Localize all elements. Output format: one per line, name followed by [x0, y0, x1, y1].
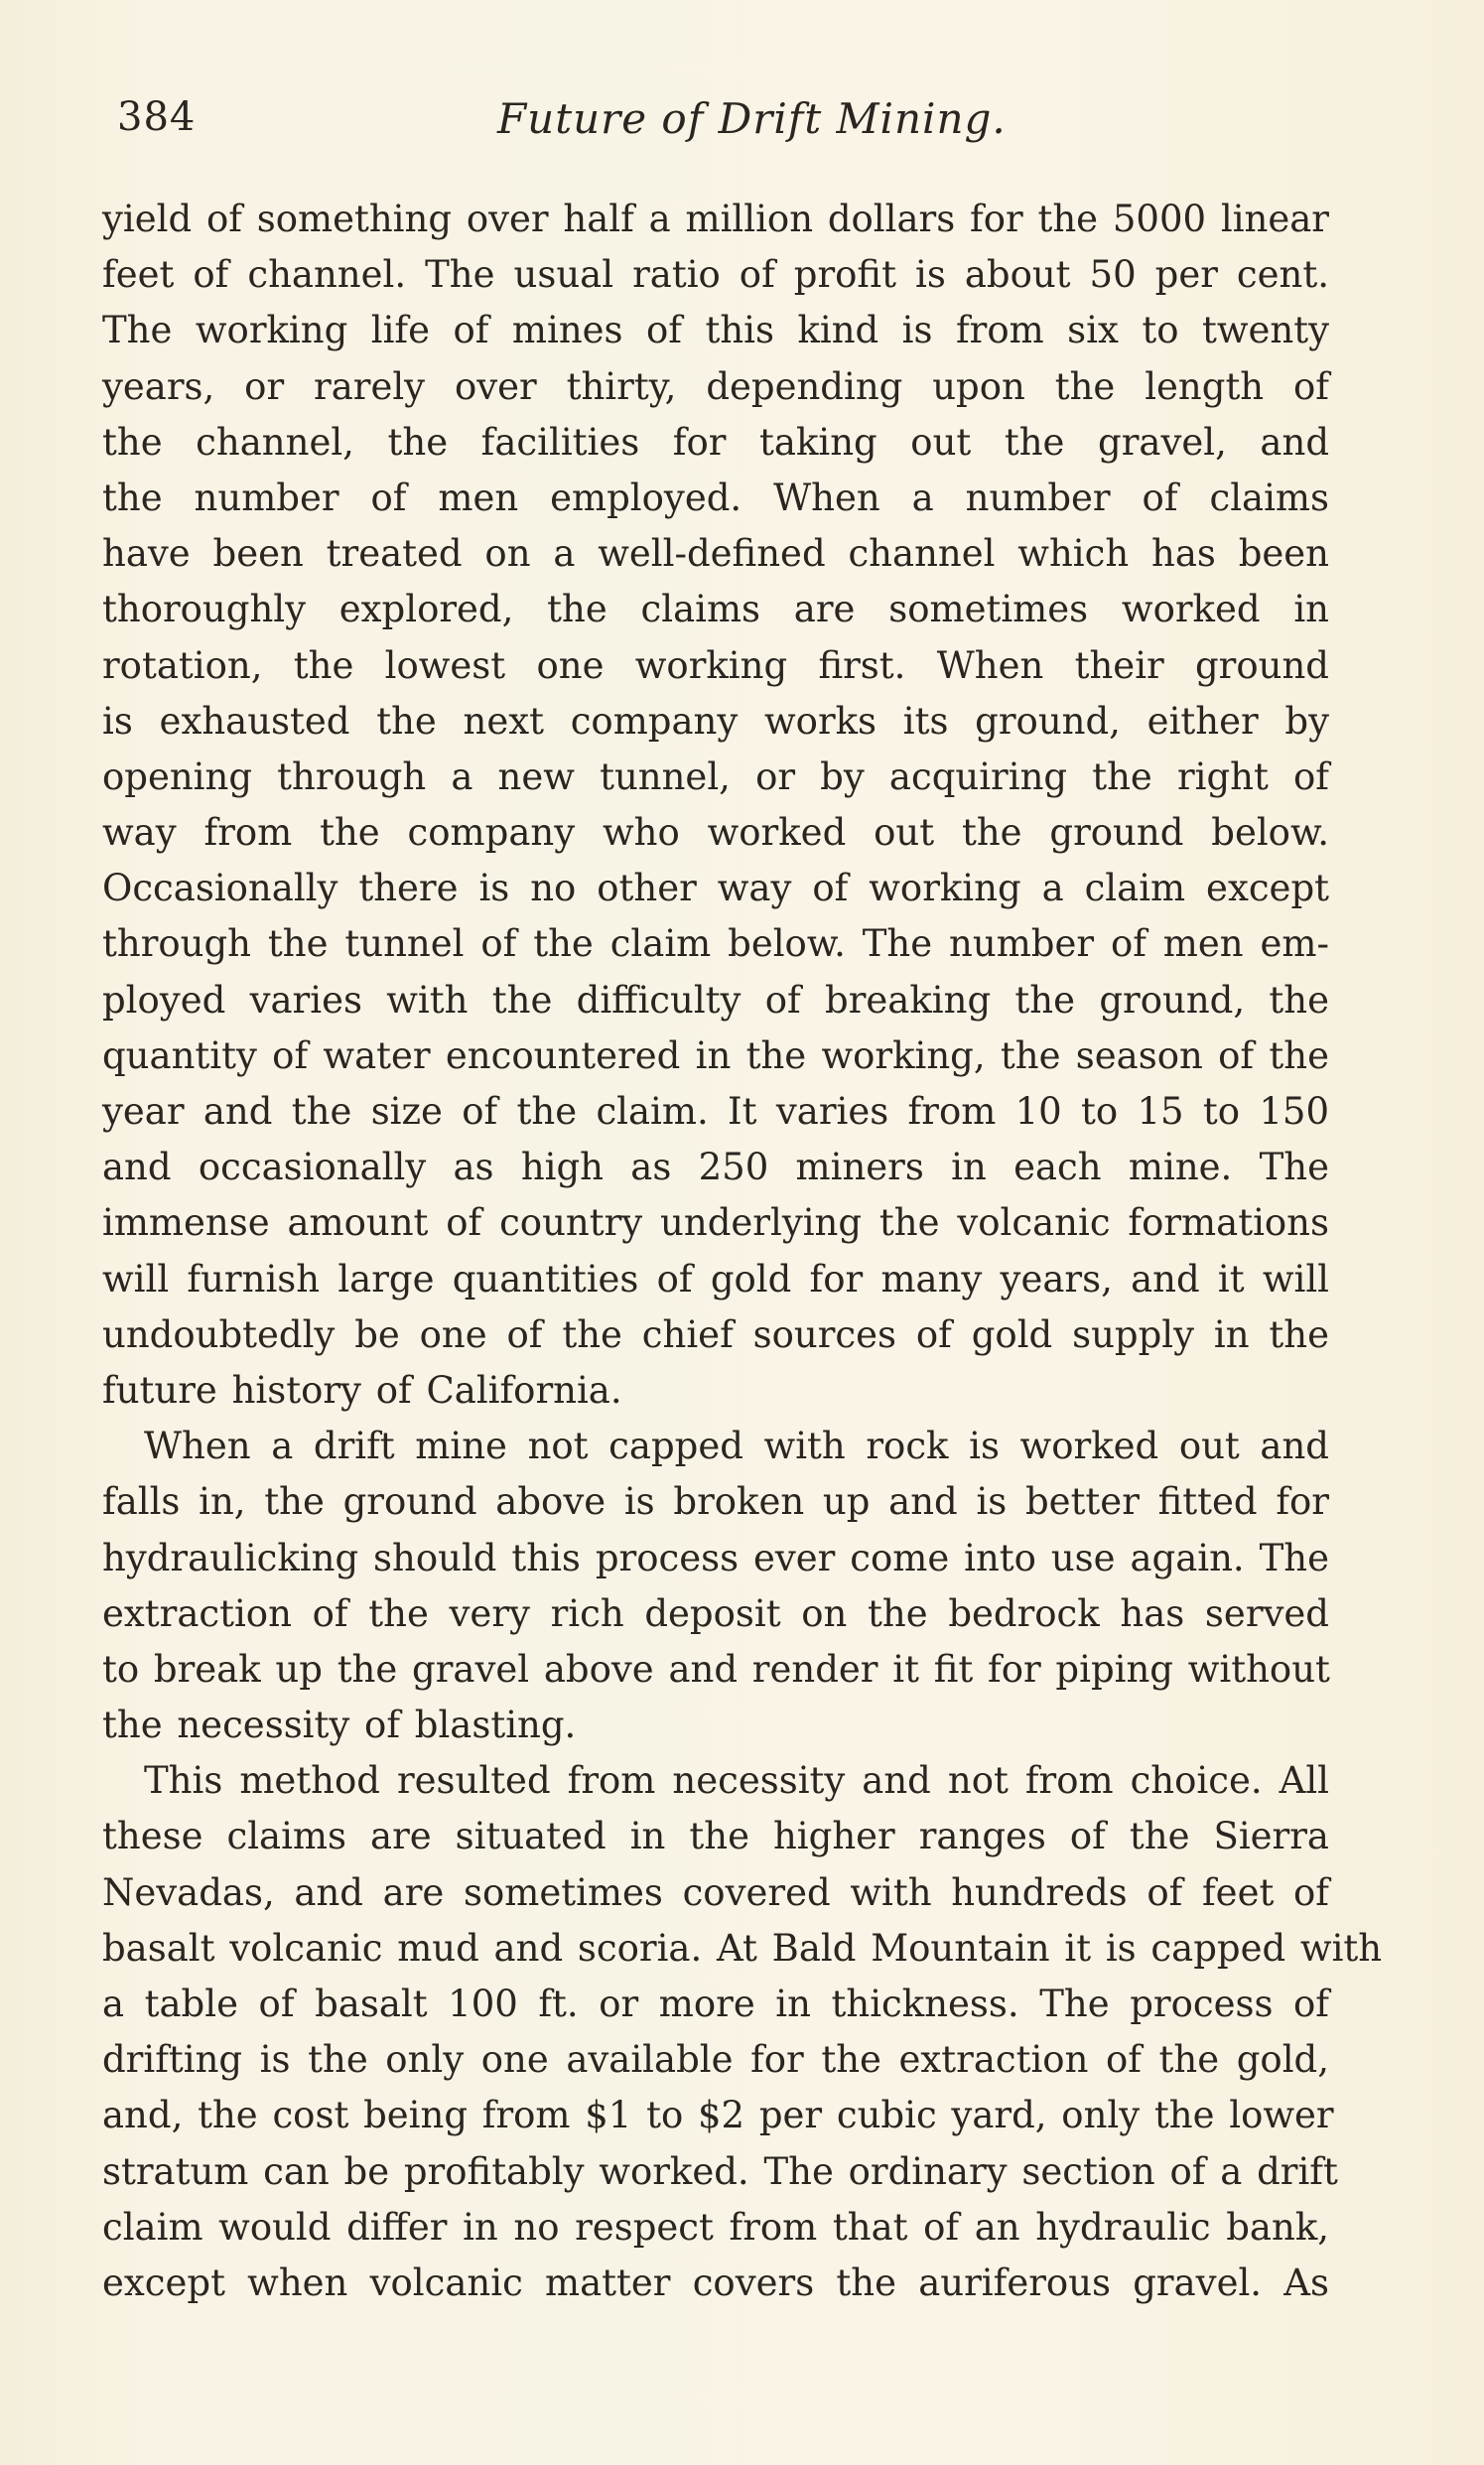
text-line: Occasionally there is no other way of working a claim except: [102, 867, 1329, 910]
text-line: and, the cost being from $1 to $2 per cubic yard, only the lower: [102, 2094, 1334, 2137]
text-line: ployed varies with the difficulty of breaking the ground, the: [102, 978, 1329, 1022]
text-line: drifting is the only one available for the extraction of the gold,: [102, 2038, 1329, 2082]
text-line: quantity of water encountered in the working, the season of the: [102, 1033, 1329, 1077]
body-text: [102, 192, 1383, 2311]
text-line: future history of California.: [102, 1368, 622, 1412]
text-line: the channel, the facilities for taking out the gravel, and: [102, 420, 1329, 464]
text-line: The working life of mines of this kind is from six to twenty: [102, 309, 1329, 352]
text-line: When a drift mine not capped with rock is worked out and: [144, 1425, 1329, 1468]
text-line: a table of basalt 100 ft. or more in thickness. The process of: [102, 1983, 1329, 2025]
text-line: years, or rarely over thirty, depending upon the length of: [102, 364, 1329, 408]
text-line: thoroughly explored, the claims are sometimes worked in: [102, 588, 1329, 631]
text-line: basalt volcanic mud and scoria. At Bald Mountain it is capped with: [102, 1926, 1383, 1970]
text-line: the number of men employed. When a number of claims: [102, 476, 1329, 519]
text-line: hydraulicking should this process ever come into use again. The: [102, 1536, 1329, 1579]
text-line: through the tunnel of the claim below. The number of men em-: [102, 922, 1329, 966]
page-header: [117, 94, 1338, 164]
text-line: will furnish large quantities of gold for many years, and it will: [102, 1257, 1329, 1301]
text-line: stratum can be profitably worked. The ordinary section of a drift: [102, 2149, 1338, 2193]
text-line: falls in, the ground above is broken up and is better fitted for: [102, 1480, 1329, 1524]
running-title: Future of Drift Mining.: [497, 94, 1007, 143]
text-line: except when volcanic matter covers the auriferous gravel. As: [102, 2260, 1329, 2304]
text-line: these claims are situated in the higher ranges of the Sierra: [102, 1815, 1329, 1858]
text-line: rotation, the lowest one working first. When their ground: [102, 643, 1329, 687]
text-line: Nevadas, and are sometimes covered with hundreds of feet of: [102, 1870, 1329, 1914]
text-line: way from the company who worked out the ground below.: [102, 811, 1329, 855]
text-line: feet of channel. The usual ratio of profit is about 50 per cent.: [102, 253, 1329, 297]
text-line: This method resulted from necessity and not from choice. All: [144, 1759, 1329, 1803]
text-line: the necessity of blasting.: [102, 1704, 577, 1747]
text-line: is exhausted the next company works its ground, either by: [102, 699, 1329, 743]
text-line: have been treated on a well-defined channel which has been: [102, 532, 1329, 576]
text-line: extraction of the very rich deposit on the bedrock has served: [102, 1591, 1329, 1635]
text-line: year and the size of the claim. It varies from 10 to 15 to 150: [102, 1090, 1329, 1133]
text-line: and occasionally as high as 250 miners in each mine. The: [102, 1146, 1329, 1189]
text-line: undoubtedly be one of the chief sources of gold supply in the: [102, 1312, 1329, 1356]
page-number: 384: [117, 94, 197, 140]
text-line: to break up the gravel above and render it fit for piping without: [102, 1647, 1330, 1691]
text-line: opening through a new tunnel, or by acquiring the right of: [102, 754, 1329, 798]
text-line: claim would differ in no respect from that of an hydraulic bank,: [102, 2205, 1329, 2249]
text-line: immense amount of country underlying the volcanic formations: [102, 1201, 1329, 1245]
text-line: yield of something over half a million dollars for the 5000 linear: [102, 198, 1329, 240]
